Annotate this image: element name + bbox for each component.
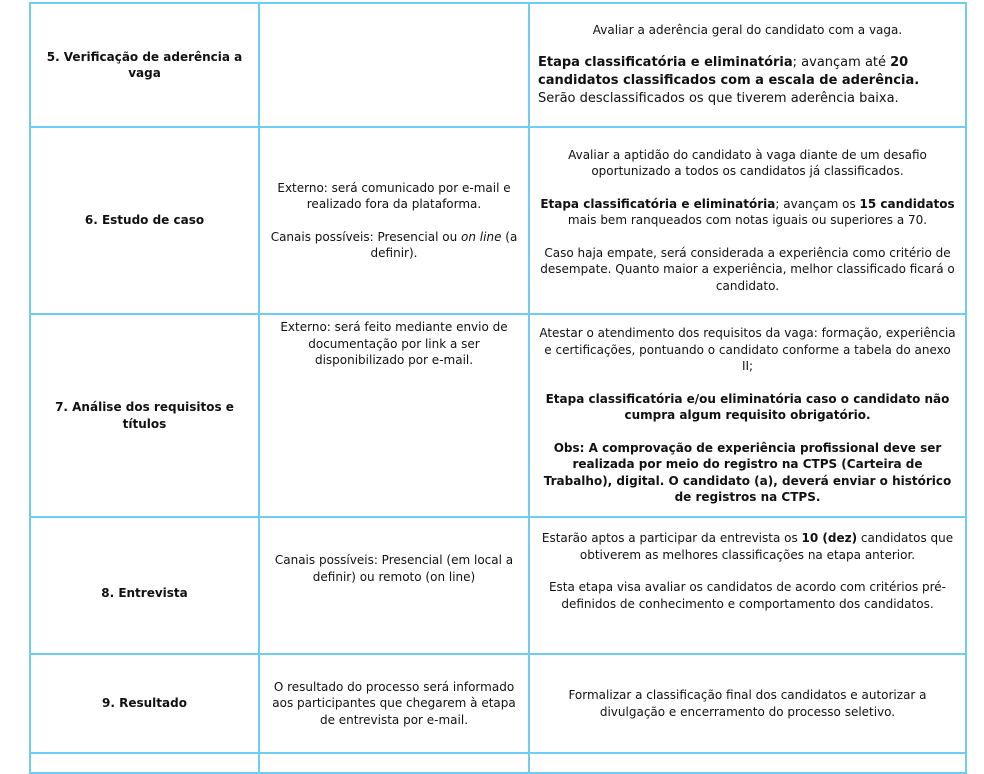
desc-paragraph	[538, 530, 957, 563]
text: mais bem ranqueados com notas iguais ou superiores a 70.	[567, 213, 928, 228]
bold-text: 10 (dez)	[801, 531, 858, 545]
stage-how	[259, 314, 529, 517]
bold-text: Etapa classificatória e eliminatória	[538, 55, 793, 71]
text: ; avançam os	[775, 196, 860, 211]
stage-how	[259, 127, 529, 314]
stage-how	[259, 3, 529, 127]
table-row	[30, 753, 966, 773]
stage-name: 6. Estudo de caso	[30, 127, 259, 314]
desc-paragraph	[538, 196, 957, 229]
empty-cell	[529, 753, 966, 773]
table-row	[30, 654, 966, 753]
bold-text: 20 candidatos classificados com a escala de aderência.	[538, 55, 920, 89]
text: Serão desclassificados os que tiverem aderência baixa.	[538, 91, 899, 107]
bold-text: Etapa classificatória e eliminatória	[540, 196, 776, 211]
text: (a definir).	[370, 229, 518, 260]
empty-cell	[30, 753, 259, 773]
text: Estarão aptos a participar da entrevista os	[541, 531, 802, 545]
stage-description	[529, 3, 966, 127]
table-row	[30, 314, 966, 517]
bold-text: 15 candidatos	[859, 196, 955, 211]
how-paragraph: Externo: será comunicado por e-mail e realizado fora da plataforma.	[277, 180, 511, 211]
how-paragraph: O resultado do processo será informado aos participantes que chegarem à etapa de entrevista por e-mail.	[272, 679, 516, 727]
stage-description	[529, 314, 966, 517]
stage-name: 5. Verificação de aderência a vaga	[30, 3, 259, 127]
stage-name: 7. Análise dos requisitos e títulos	[30, 314, 259, 517]
desc-paragraph: Caso haja empate, será considerada a experiência como critério de desempate. Quanto maior a experiência, melhor classificado ficará o candidato.	[540, 245, 955, 293]
how-paragraph: Canais possíveis: Presencial (em local a definir) ou remoto (on line)	[274, 553, 514, 584]
desc-paragraph: Formalizar a classificação final dos candidatos e autorizar a divulgação e encerramento do processo seletivo.	[568, 688, 927, 719]
desc-paragraph: Obs: A comprovação de experiência profissional deve ser realizada por meio do registro na CTPS (Carteira de Trabalho), digital. O candidato (a), deverá enviar o histórico de registros na CTPS.	[543, 440, 952, 505]
italic-text: on line	[461, 229, 502, 244]
table-row	[30, 3, 966, 127]
how-paragraph	[268, 229, 520, 262]
stage-description	[529, 517, 966, 654]
desc-paragraph: Avaliar a aptidão do candidato à vaga diante de um desafio oportunizado a todos os candidatos já classificados.	[568, 147, 927, 179]
selection-stages-table	[29, 2, 967, 774]
stage-how	[259, 517, 529, 654]
desc-paragraph: Avaliar a aderência geral do candidato com a vaga.	[592, 22, 903, 37]
stage-description	[529, 654, 966, 753]
stage-name: 9. Resultado	[30, 654, 259, 753]
stage-how	[259, 654, 529, 753]
text: Canais possíveis: Presencial ou	[270, 229, 462, 244]
stage-name: 8. Entrevista	[30, 517, 259, 654]
stage-description	[529, 127, 966, 314]
text: candidatos que obtiverem as melhores classificações na etapa anterior.	[579, 531, 954, 562]
desc-paragraph: Etapa classificatória e/ou eliminatória caso o candidato não cumpra algum requisito obrigatório.	[545, 391, 950, 423]
desc-paragraph: Atestar o atendimento dos requisitos da vaga: formação, experiência e certificações, pontuando o candidato conforme a tabela do anexo II;	[539, 326, 956, 374]
text: ; avançam até	[792, 55, 891, 71]
desc-paragraph	[538, 54, 957, 108]
table-row	[30, 127, 966, 314]
empty-cell	[259, 753, 529, 773]
how-paragraph: Externo: será feito mediante envio de documentação por link a ser disponibilizado por e-mail.	[280, 320, 508, 367]
table-row	[30, 517, 966, 654]
desc-paragraph: Esta etapa visa avaliar os candidatos de acordo com critérios pré-definidos de conhecimento e comportamento dos candidatos.	[548, 580, 947, 611]
